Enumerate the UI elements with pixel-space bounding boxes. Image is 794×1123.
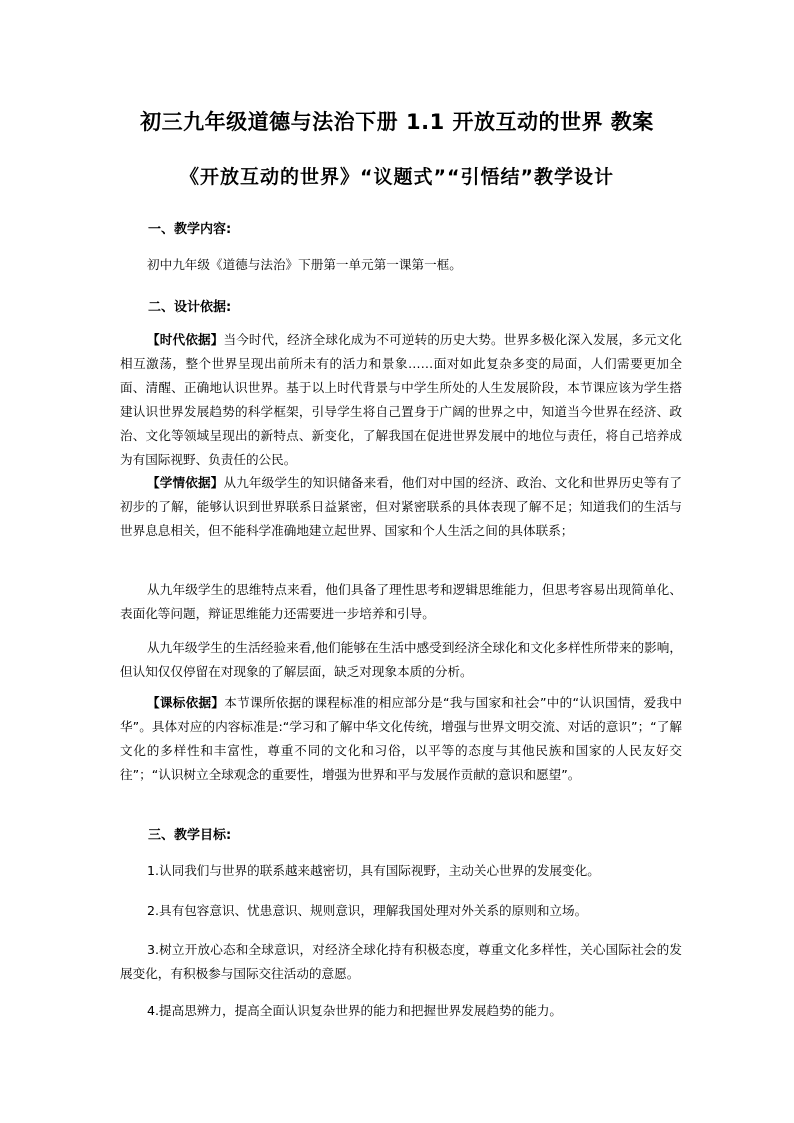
standard-basis-text: 本节课所依据的课程标准的相应部分是“我与国家和社会”中的“认识国情，爱我中华”。具体对应的内容标准是:“学习和了解中华文化传统，增强与世界文明交流、对话的意识”；“了解文化的多样性和丰富性，尊重不同的文化和习俗，以平等的态度与其他民族和国家的人民友好交往”；“认识树立全球观念的重要性，增强为世界和平与发展作贡献的意识和愿望”。 [120, 695, 682, 782]
life-experience-paragraph: 从九年级学生的生活经验来看,他们能够在生活中感受到经济全球化和文化多样性所带来的影响，但认知仅仅停留在对现象的了解层面，缺乏对现象本质的分析。 [120, 640, 682, 679]
learner-basis-text: 从九年级学生的知识储备来看，他们对中国的经济、政治、文化和世界历史等有了初步的了解，能够认识到世界联系日益紧密，但对紧密联系的具体表现了解不足；知道我们的生活与世界息息相关，但不能科学准确地建立起世界、国家和个人生活之间的具体联系； [120, 475, 683, 538]
goal-item: 2.具有包容意识、忧患意识、规则意识，理解我国处理对外关系的原则和立场。 [147, 903, 588, 918]
document-title: 初三九年级道德与法治下册 1.1 开放互动的世界 教案 [140, 110, 654, 134]
document-subtitle: 《开放互动的世界》“议题式”“引悟结”教学设计 [180, 166, 614, 188]
era-basis-paragraph [120, 328, 682, 472]
section-heading-basis: 二、设计依据: [148, 300, 232, 315]
goal-item: 3.树立开放心态和全球意识，对经济全球化持有积极态度，尊重文化多样性，关心国际社会的发展变化，有积极参与国际交往活动的意愿。 [120, 942, 682, 981]
goal-item: 1.认同我们与世界的联系越来越密切，具有国际视野，主动关心世界的发展变化。 [147, 863, 600, 878]
section-heading-goals: 三、教学目标: [148, 828, 232, 843]
era-basis-tag: 【时代依据】 [147, 332, 224, 347]
standard-basis-paragraph [120, 691, 682, 787]
section-heading-content: 一、教学内容: [148, 222, 232, 237]
content-paragraph: 初中九年级《道德与法治》下册第一单元第一课第一框。 [147, 257, 462, 272]
goal-item: 4.提高思辨力，提高全面认识复杂世界的能力和把握世界发展趋势的能力。 [147, 1003, 563, 1018]
era-basis-text: 当今时代，经济全球化成为不可逆转的历史大势。世界多极化深入发展，多元文化相互激荡，整个世界呈现出前所未有的活力和景象……面对如此复杂多变的局面，人们需要更加全面、清醒、正确地认识世界。基于以上时代背景与中学生所处的人生发展阶段，本节课应该为学生搭建认识世界发展趋势的科学框架，引导学生将自己置身于广阔的世界之中，知道当今世界在经济、政治、文化等领域呈现出的新特点、新变化，了解我国在促进世界发展中的地位与责任，将自己培养成为有国际视野、负责任的公民。 [120, 332, 683, 467]
learner-basis-paragraph [120, 471, 682, 543]
standard-basis-tag: 【课标依据】 [147, 695, 225, 710]
thinking-paragraph: 从九年级学生的思维特点来看，他们具备了理性思考和逻辑思维能力，但思考容易出现简单化、表面化等问题，辩证思维能力还需要进一步培养和引导。 [120, 582, 682, 621]
learner-basis-tag: 【学情依据】 [147, 475, 224, 490]
